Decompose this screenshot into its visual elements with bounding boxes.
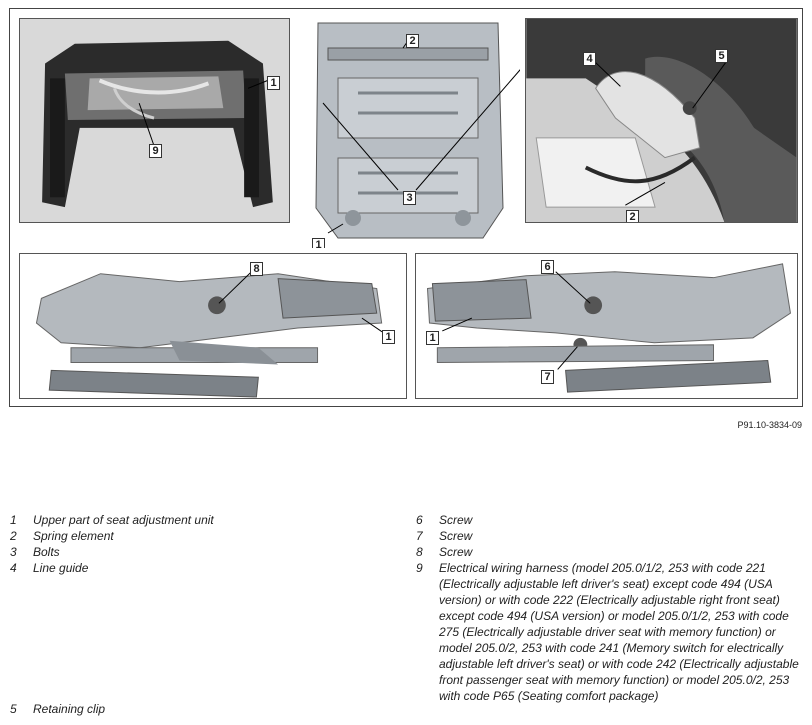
legend-text: Upper part of seat adjustment unit [33, 513, 214, 527]
side-view-right-illustration [416, 254, 797, 398]
legend-number: 5 [10, 702, 17, 716]
legend-item [416, 528, 806, 544]
legend-number: 9 [416, 561, 423, 575]
callout-2: 2 [406, 34, 419, 48]
legend-number: 4 [10, 561, 17, 575]
figure-frame [9, 8, 803, 407]
side-view-left-illustration [20, 254, 406, 398]
panel-detail-line-guide [525, 18, 798, 223]
seat-frame-underside-illustration [20, 19, 289, 222]
legend-item [10, 528, 400, 544]
callout-5: 5 [715, 49, 728, 63]
legend-item [10, 544, 400, 560]
legend-text: Spring element [33, 529, 114, 543]
legend-number: 3 [10, 545, 17, 559]
callout-8: 8 [250, 262, 263, 276]
legend-item [10, 512, 400, 528]
callout-1: 1 [426, 331, 439, 345]
figure-reference-code: P91.10-3834-09 [737, 420, 802, 430]
callout-1: 1 [382, 330, 395, 344]
legend-item [416, 544, 806, 560]
legend-item [10, 560, 400, 576]
callout-4: 4 [583, 52, 596, 66]
legend-number: 8 [416, 545, 423, 559]
legend-left [10, 512, 400, 576]
legend-item [416, 512, 806, 528]
callout-3: 3 [403, 191, 416, 205]
legend-text: Line guide [33, 561, 89, 575]
panel-seat-frame-underside [19, 18, 290, 223]
legend-text: Electrical wiring harness (model 205.0/1/2, 253 with code 221 (Electrically adjustable left driver's seat) except code 494 (USA version) or with code 222 (Electrically adjustable right front seat) except code 494 (USA version) or model 205.0/1/2, 253 with code 275 (Electrically adjustable driver seat with memory function) or model 205.0/2, 253 with code 241 (Memory switch for electrically adjustable left driver's seat) or with code 242 (Electrically adjustable front passenger seat with memory function) or model 205.0/2, 253 with code P65 (Seating comfort package) [439, 561, 799, 703]
legend-number: 6 [416, 513, 423, 527]
legend-item [416, 560, 806, 704]
legend-text: Screw [439, 529, 473, 543]
legend-text: Retaining clip [33, 702, 106, 716]
callout-9: 9 [149, 144, 162, 158]
legend-number: 2 [10, 529, 17, 543]
legend-text: Screw [439, 513, 473, 527]
panel-side-view-left [19, 253, 407, 399]
panel-seat-frame-top [298, 18, 520, 248]
seat-frame-top-illustration [298, 18, 520, 248]
callout-6: 6 [541, 260, 554, 274]
legend-text: Bolts [33, 545, 60, 559]
line-guide-detail-illustration [526, 19, 797, 222]
panel-side-view-right [415, 253, 798, 399]
callout-1: 1 [312, 238, 325, 248]
callout-1: 1 [267, 76, 280, 90]
legend-item-bottom [10, 702, 105, 716]
legend-right [416, 512, 806, 704]
legend-number: 1 [10, 513, 17, 527]
legend-number: 7 [416, 529, 423, 543]
callout-2: 2 [626, 210, 639, 223]
callout-7: 7 [541, 370, 554, 384]
legend-text: Screw [439, 545, 473, 559]
